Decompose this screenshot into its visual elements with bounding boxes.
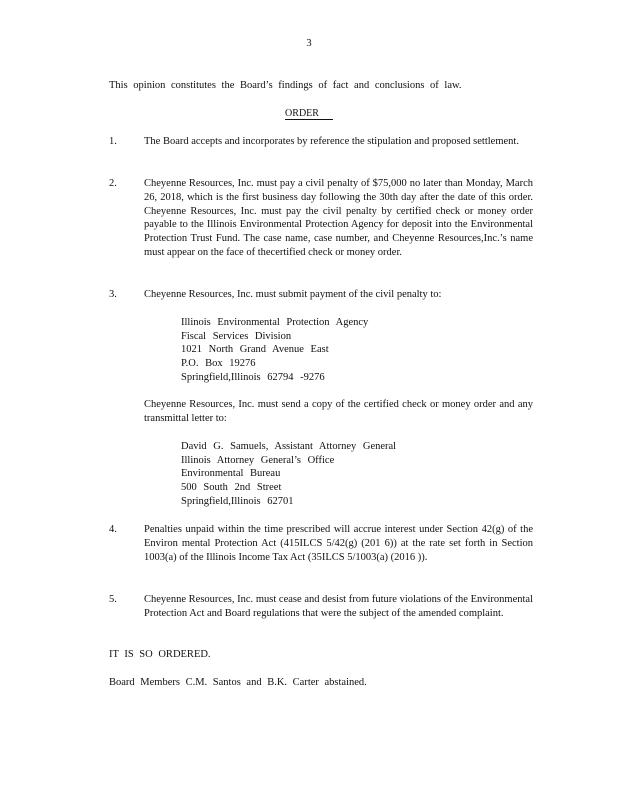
address-line: Fiscal Services Division xyxy=(181,330,292,342)
order-item-1 xyxy=(109,135,533,149)
page-number: 3 xyxy=(306,38,312,49)
address-line: Illinois Environmental Protection Agency xyxy=(181,317,369,328)
address-line: Springfield,Illinois 62701 xyxy=(181,495,294,507)
address-line: David G. Samuels, Assistant Attorney General xyxy=(181,441,397,452)
order-heading xyxy=(0,107,618,121)
order-item-5 xyxy=(109,593,533,621)
closing-statement: IT IS SO ORDERED. xyxy=(109,649,211,660)
order-item-3 xyxy=(109,288,533,302)
order-heading-text: ORDER xyxy=(285,108,333,120)
address-line: 500 South 2nd Street xyxy=(181,482,282,494)
ag-address-block xyxy=(181,440,396,509)
item-number: 4. xyxy=(109,524,117,535)
item-text: Penalties unpaid within the time prescribed will accrue interest under Section 42(g) of the Environ mental Protection Act (415ILCS 5/42(g) (201 6)) at the rate set forth in Section 1003(a) of the Illinois Income Tax Act (35ILCS 5/1003(a) (2016 )). xyxy=(144,524,533,563)
copy-instruction: Cheyenne Resources, Inc. must send a copy of the certified check or money order and any transmittal letter to: xyxy=(144,399,533,424)
address-line: Environmental Bureau xyxy=(181,468,281,480)
item-number: 2. xyxy=(109,178,117,189)
address-line: P.O. Box 19276 xyxy=(181,358,256,370)
address-line: 1021 North Grand Avenue East xyxy=(181,344,329,356)
item-number: 5. xyxy=(109,594,117,605)
item-text: Cheyenne Resources, Inc. must cease and desist from future violations of the Environmental Protection Act and Board regulations that were the subject of the amended complaint. xyxy=(144,594,533,619)
epa-address-block xyxy=(181,316,368,385)
abstention-note: Board Members C.M. Santos and B.K. Carter abstained. xyxy=(109,677,367,688)
address-line: Illinois Attorney General’s Office xyxy=(181,454,335,466)
address-line: Springfield,Illinois 62794 -9276 xyxy=(181,371,325,383)
order-item-4 xyxy=(109,523,533,564)
item-text: The Board accepts and incorporates by reference the stipulation and proposed settlement. xyxy=(144,136,519,147)
order-item-2 xyxy=(109,177,533,260)
item-number: 1. xyxy=(109,136,117,147)
item-text: Cheyenne Resources, Inc. must submit payment of the civil penalty to: xyxy=(144,289,442,300)
item-number: 3. xyxy=(109,289,117,300)
intro-paragraph: This opinion constitutes the Board’s findings of fact and conclusions of law. xyxy=(109,80,462,91)
item-text: Cheyenne Resources, Inc. must pay a civil penalty of $75,000 no later than Monday, March 26, 2018, which is the first business day following the 30th day after the date of this order. Cheyenne Resources, Inc. must pay the civil penalty by certified check or money order payable to the Illinois Environmental Protection Agency for deposit into the Environmental Protection Trust Fund. The case name, case number, and Cheyenne Resources,Inc.’s name must appear on the face of thecertified check or money order. xyxy=(144,178,533,258)
